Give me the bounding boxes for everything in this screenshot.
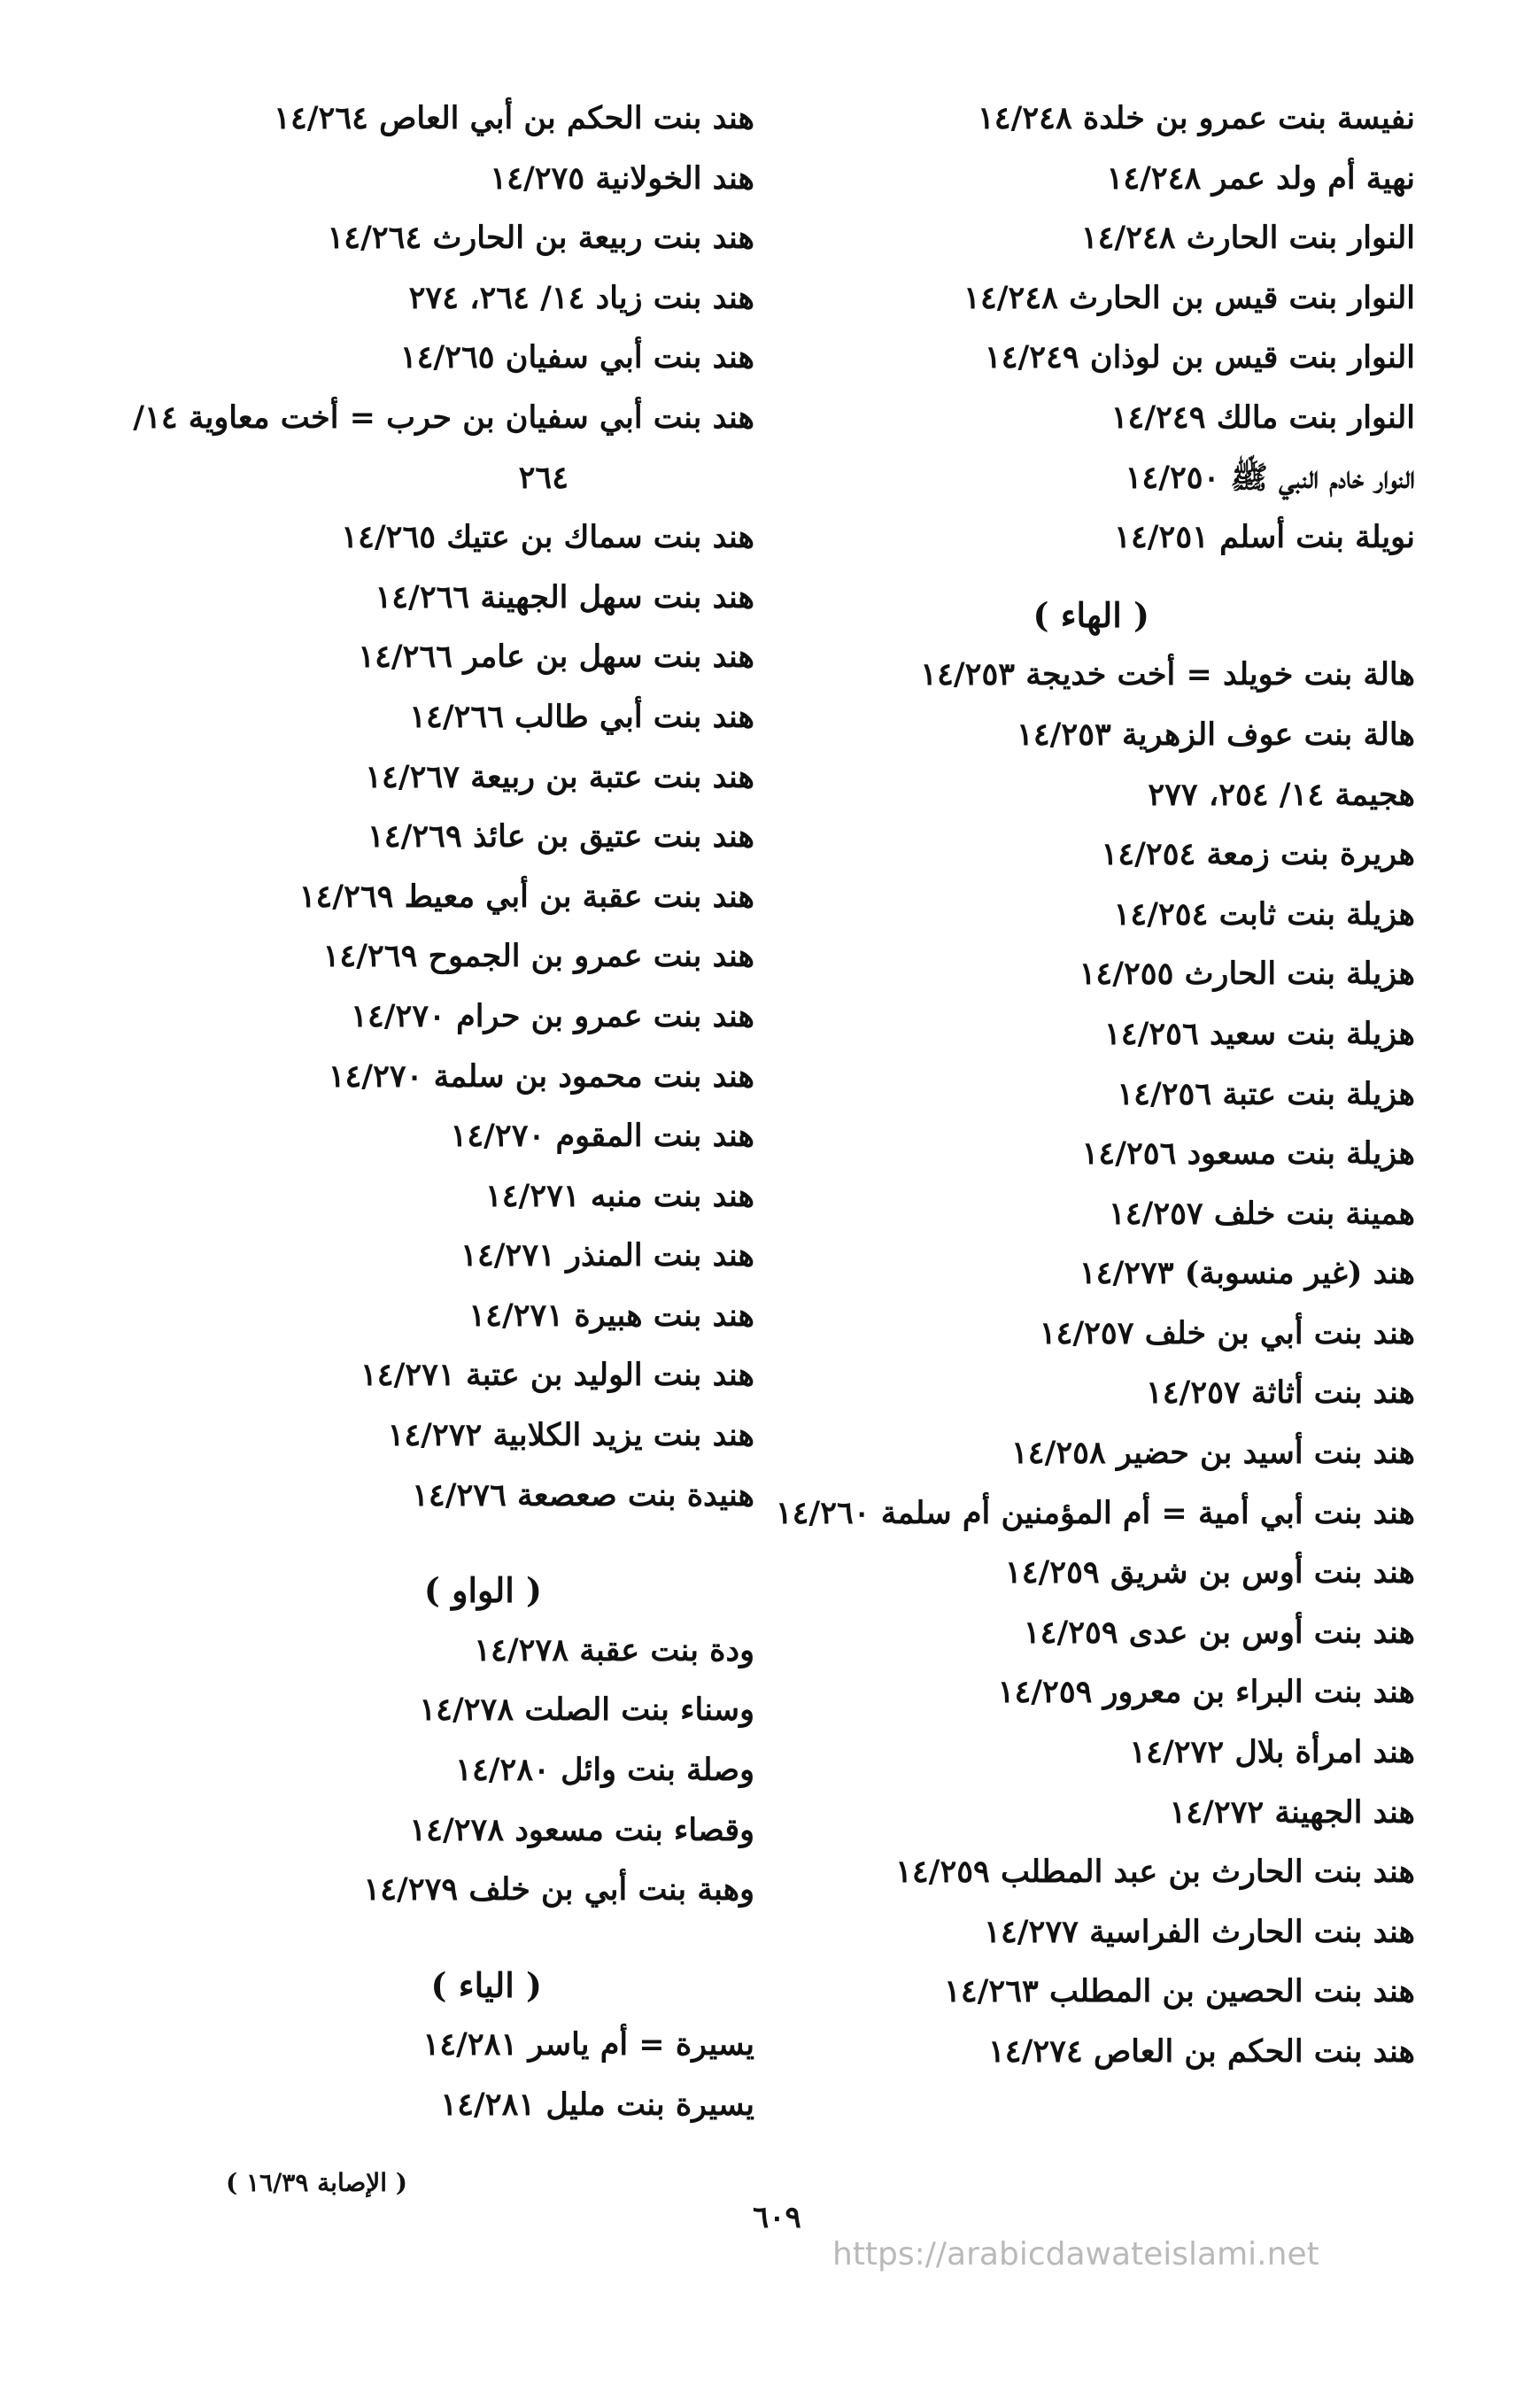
index-entry: نويلة بنت أسلم ١٤/٢٥١ [1114, 519, 1415, 556]
index-entry: نفيسة بنت عمرو بن خلدة ١٤/٢٤٨ [977, 100, 1415, 136]
index-entry: نهية أم ولد عمر ١٤/٢٤٨ [1106, 159, 1415, 197]
index-column-right [777, 89, 1415, 2082]
index-entry: هالة بنت عوف الزهرية ١٤/٢٥٣ [1017, 716, 1415, 753]
index-entry: هند بنت ربيعة بن الحارث ١٤/٢٦٤ [327, 220, 754, 257]
index-entry: هزيلة بنت مسعود ١٤/٢٥٦ [1081, 1135, 1415, 1173]
index-entry: هالة بنت خويلد = أخت خديجة ١٤/٢٥٣ [920, 656, 1415, 693]
index-entry: هند بنت أبي أمية = أم المؤمنين أم سلمة ١٤/٢٦٠ [775, 1494, 1415, 1531]
index-entry: هند بنت أبي بن خلف ١٤/٢٥٧ [1039, 1314, 1415, 1351]
index-column-left [81, 89, 754, 2135]
index-entry: هند بنت الحكم بن العاص ١٤/٢٧٤ [987, 2033, 1415, 2070]
index-entry: هند (غير منسوبة) ١٤/٢٧٣ [1079, 1255, 1415, 1292]
index-entry: النوار بنت الحارث ١٤/٢٤٨ [1080, 220, 1415, 257]
index-entry: هند بنت زياد ١٤/ ٢٦٤، ٢٧٤ [408, 279, 754, 316]
index-entry: هند بنت المنذر ١٤/٢٧١ [460, 1237, 754, 1274]
index-entry: النوار خادم النبي ﷺ ١٤/٢٥٠ [1125, 459, 1415, 496]
index-entry: هنيدة بنت صعصعة ١٤/٢٧٦ [412, 1476, 754, 1514]
index-entry: هند بنت منبه ١٤/٢٧١ [484, 1177, 754, 1214]
index-entry: هند بنت الوليد بن عتبة ١٤/٢٧١ [360, 1357, 754, 1394]
entries-hind-b [81, 507, 754, 1525]
index-entry: هند بنت سهل بن عامر ١٤/٢٦٦ [358, 639, 754, 676]
index-entry: هجيمة ١٤/ ٢٥٤، ٢٧٧ [1148, 776, 1415, 813]
section-heading-ya: ( الياء ) [430, 1964, 542, 2005]
index-entry: هند بنت عمرو بن الجموح ١٤/٢٦٩ [322, 938, 754, 975]
index-entry: هند بنت الحارث الفراسية ١٤/٢٧٧ [984, 1913, 1415, 1950]
index-entry: هند بنت سهل الجهينة ١٤/٢٦٦ [375, 578, 754, 616]
index-entry: هند بنت البراء بن معرور ١٤/٢٥٩ [997, 1674, 1415, 1711]
index-entry: هند بنت عتبة بن ربيعة ١٤/٢٦٧ [365, 758, 754, 795]
index-entry: هزيلة بنت سعيد ١٤/٢٥٦ [1103, 1015, 1415, 1052]
index-entry: همينة بنت خلف ١٤/٢٥٧ [1108, 1195, 1415, 1232]
index-entry: هند بنت أوس بن شريق ١٤/٢٥٩ [1004, 1554, 1415, 1591]
index-entry: هند بنت أبي سفيان بن حرب = أخت معاوية ١٤/ [133, 399, 754, 436]
section-heading-waw: ( الواو ) [423, 1570, 542, 1611]
entries-ha [777, 645, 1415, 2081]
index-entry: هند بنت الحارث بن عبد المطلب ١٤/٢٥٩ [895, 1854, 1415, 1891]
index-entry: هريرة بنت زمعة ١٤/٢٥٤ [1101, 836, 1415, 873]
index-entry: هند بنت يزيد الكلابية ١٤/٢٧٢ [387, 1417, 754, 1454]
index-entry: هزيلة بنت الحارث ١٤/٢٥٥ [1079, 956, 1415, 993]
index-entry: وصلة بنت وائل ١٤/٢٨٠ [455, 1752, 754, 1789]
index-entry: هند بنت عتيق بن عائذ ١٤/٢٦٩ [367, 818, 754, 856]
index-entry: هند بنت أوس بن عدى ١٤/٢٥٩ [1023, 1614, 1415, 1651]
index-entry: هزيلة بنت ثابت ١٤/٢٥٤ [1113, 895, 1415, 933]
index-entry: وقصاء بنت مسعود ١٤/٢٧٨ [409, 1811, 754, 1848]
index-entry: هند بنت أثاثة ١٤/٢٥٧ [1145, 1374, 1415, 1412]
index-entry: هزيلة بنت عتبة ١٤/٢٥٦ [1117, 1075, 1415, 1112]
index-entry: هند الخولانية ١٤/٢٧٥ [490, 159, 754, 197]
page-number: ٦٠٩ [753, 2200, 801, 2235]
entries-nun [777, 89, 1415, 568]
index-entry: هند بنت محمود بن سلمة ١٤/٢٧٠ [328, 1057, 754, 1095]
index-entry: هند بنت أبي طالب ١٤/٢٦٦ [409, 698, 754, 735]
index-entry: وسناء بنت الصلت ١٤/٢٧٨ [419, 1692, 754, 1729]
index-entry: النوار بنت قيس بن لوذان ١٤/٢٤٩ [984, 339, 1415, 376]
index-entry: هند بنت الحصين بن المطلب ١٤/٢٦٣ [944, 1973, 1415, 2010]
index-entry: هند بنت الحكم بن أبي العاص ١٤/٢٦٤ [274, 100, 754, 136]
index-entry: ودة بنت عقبة ١٤/٢٧٨ [474, 1631, 754, 1669]
index-entry-continuation: ٢٦٤ [518, 459, 568, 496]
entries-waw [81, 1621, 754, 1920]
index-entry: هند بنت سماك بن عتيك ١٤/٢٦٥ [341, 519, 754, 556]
index-entry: هند الجهينة ١٤/٢٧٢ [1169, 1793, 1415, 1831]
watermark-url: https://arabicdawateislami.net [832, 2236, 1319, 2273]
index-entry: وهبة بنت أبي بن خلف ١٤/٢٧٩ [363, 1871, 754, 1909]
index-entry: هند بنت أبي سفيان ١٤/٢٦٥ [399, 339, 754, 376]
index-entry: هند بنت المقوم ١٤/٢٧٠ [450, 1118, 754, 1155]
index-entry: هند بنت عقبة بن أبي معيط ١٤/٢٦٩ [298, 878, 754, 915]
index-entry: يسيرة بنت مليل ١٤/٢٨١ [440, 2087, 754, 2123]
index-entry: هند بنت عمرو بن حرام ١٤/٢٧٠ [351, 997, 754, 1034]
entries-ya [81, 2015, 754, 2134]
section-heading-ha: ( الهاء ) [1033, 594, 1149, 635]
index-entry: النوار بنت مالك ١٤/٢٤٩ [1110, 399, 1415, 436]
index-entry: هند بنت أسيد بن حضير ١٤/٢٥٨ [1011, 1435, 1415, 1472]
index-entry: يسيرة = أم ياسر ١٤/٢٨١ [422, 2026, 754, 2063]
source-reference: ( الإصابة ١٦/٣٩ ) [226, 2168, 407, 2197]
index-entry: النوار بنت قيس بن الحارث ١٤/٢٤٨ [963, 279, 1415, 316]
index-entry: هند امرأة بلال ١٤/٢٧٢ [1129, 1734, 1415, 1771]
entries-hind-a [81, 89, 754, 507]
index-entry: هند بنت هبيرة ١٤/٢٧١ [468, 1297, 754, 1334]
